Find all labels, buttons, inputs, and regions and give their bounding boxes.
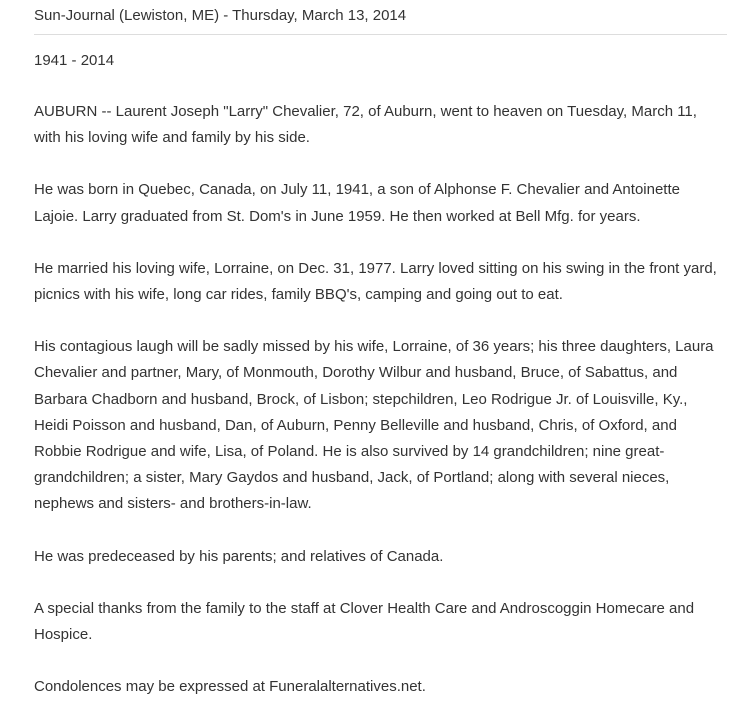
obituary-body	[34, 99, 725, 700]
publication-header: Sun-Journal (Lewiston, ME) - Thursday, March 13, 2014	[34, 0, 727, 35]
paragraph-marriage: He married his loving wife, Lorraine, on Dec. 31, 1977. Larry loved sitting on his swing in the front yard, picnics with his wife, long car rides, family BBQ's, camping and going out to eat.	[34, 259, 717, 304]
paragraph-survivors: His contagious laugh will be sadly missed by his wife, Lorraine, of 36 years; his three daughters, Laura Chevalier and partner, Mary, of Monmouth, Dorothy Wilbur and husband, Bruce, of Sabattus, and Barbara Chadborn and husband, Brock, of Lisbon; stepchildren, Leo Rodrigue Jr. of Louisville, Ky., Heidi Poisson and husband, Dan, of Auburn, Penny Belleville and husband, Chris, of Oxford, and Robbie Rodrigue and wife, Lisa, of Poland. He is also survived by 14 grandchildren; nine great-grandchildren; a sister, Mary Gaydos and husband, Jack, of Portland; along with several nieces, nephews and sisters- and brothers-in-law.	[34, 338, 714, 513]
paragraph-thanks: A special thanks from the family to the staff at Clover Health Care and Androscoggin Homecare and Hospice.	[34, 599, 695, 644]
paragraph-predeceased: He was predeceased by his parents; and relatives of Canada.	[34, 547, 444, 565]
life-years: 1941 - 2014	[34, 52, 115, 69]
paragraph-birth: He was born in Quebec, Canada, on July 11, 1941, a son of Alphonse F. Chevalier and Antoinette Lajoie. Larry graduated from St. Dom's in June 1959. He then worked at Bell Mfg. for years.	[34, 181, 680, 225]
paragraph-intro: AUBURN -- Laurent Joseph "Larry" Chevalier, 72, of Auburn, went to heaven on Tuesday, March 11, with his loving wife and family by his side.	[34, 103, 697, 147]
paragraph-condolences: Condolences may be expressed at Funeralalternatives.net.	[34, 678, 426, 696]
